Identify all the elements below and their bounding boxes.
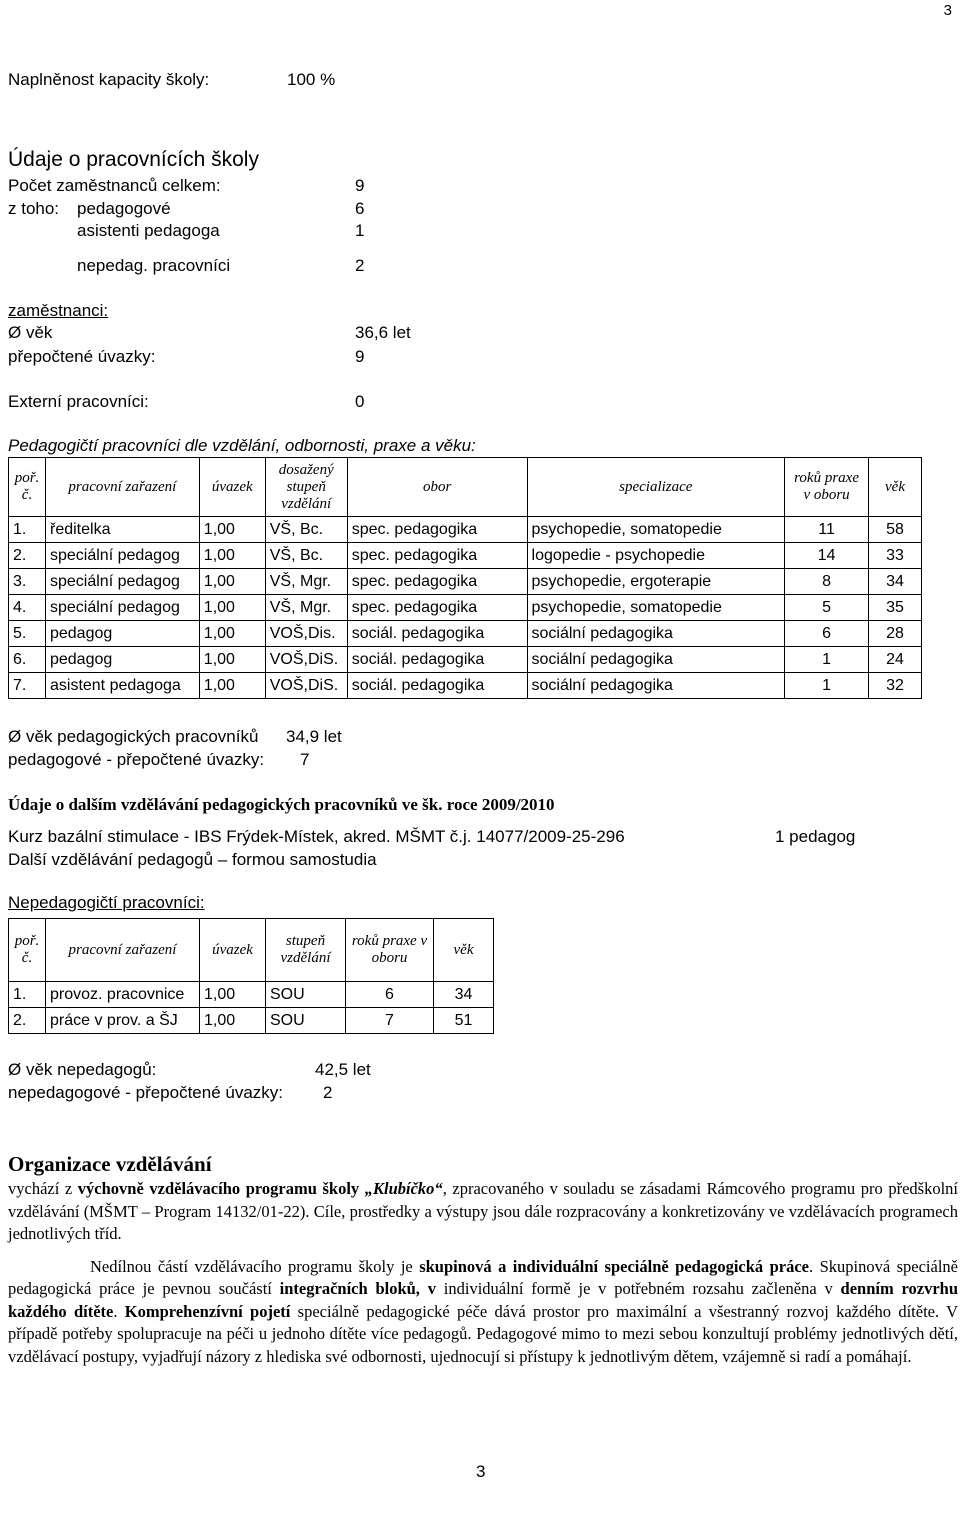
cell-position: speciální pedagog	[45, 569, 199, 595]
total-employees-label: Počet zaměstnanců celkem:	[8, 176, 221, 195]
ped-fte-label: pedagogové - přepočtené úvazky:	[8, 750, 265, 769]
cell-no: 7.	[9, 673, 46, 699]
cell-education: SOU	[266, 982, 346, 1008]
header-years: roků praxe v oboru	[346, 919, 434, 982]
cell-age: 35	[869, 595, 922, 621]
cell-age: 34	[869, 569, 922, 595]
cell-years: 14	[785, 543, 869, 569]
cell-years: 5	[785, 595, 869, 621]
organization-paragraph-2: Nedílnou částí vzdělávacího programu školy je skupinová a individuální speciálně pedagogická práce. Skupinová speciálně pedagogická práce je pevnou součástí integračních bloků, v individuální formě je v potřebném rozsahu začleněna v denním rozvrhu každého dítěte. Komprehenzívní pojetí speciálně pedagogické péče dává prostor pro maximální a všestranný rozvoj každého dítěte. V případě potřeby spolupracuje na péči u jednoho dítěte více pedagogů. Pedagogové mimo to mezi sebou konzultují problémy jednotlivých dětí, vzdělávací postupy, vyjadřují názory z hlediska své odbornosti, ujednocují si přístupy k jednotlivým dětem, vzájemně si radí a pomáhají.	[8, 1256, 959, 1366]
cell-no: 6.	[9, 647, 46, 673]
cell-education: VOŠ,DiS.	[265, 647, 347, 673]
cell-years: 6	[785, 621, 869, 647]
nonped-fte-value: 2	[323, 1083, 333, 1102]
cell-age: 51	[434, 1008, 494, 1034]
cell-no: 2.	[9, 1008, 46, 1034]
table-row	[9, 517, 922, 543]
cell-years: 7	[346, 1008, 434, 1034]
further-edu-title: Údaje o dalším vzdělávání pedagogických pracovníků ve šk. roce 2009/2010	[8, 795, 555, 814]
cell-years: 1	[785, 673, 869, 699]
cell-no: 2.	[9, 543, 46, 569]
cell-years: 8	[785, 569, 869, 595]
cell-load: 1,00	[199, 647, 265, 673]
cell-education: SOU	[266, 1008, 346, 1034]
cell-load: 1,00	[199, 543, 265, 569]
ped-table-caption: Pedagogičtí pracovníci dle vzdělání, odbornosti, praxe a věku:	[8, 436, 476, 455]
organization-paragraph-1: vychází z výchovně vzdělávacího programu školy „Klubíčko“, zpracovaného v souladu se zásadami Rámcového programu pro předškolní vzdělávání (MŠMT – Program 14132/01-22). Cíle, prostředky a výstupy jsou dále rozpracovány a konkretizovány ve vzdělávacích programech jednotlivých tříd.	[8, 1179, 958, 1243]
cell-load: 1,00	[199, 673, 265, 699]
employees-label: zaměstnanci:	[8, 301, 109, 320]
header-load: úvazek	[199, 458, 265, 517]
header-education: stupeň vzdělání	[266, 919, 346, 982]
pedagogical-staff-table	[8, 457, 922, 699]
table-row	[9, 982, 494, 1008]
cell-field: spec. pedagogika	[347, 569, 527, 595]
cell-specialization: sociální pedagogika	[527, 673, 785, 699]
external-value: 0	[355, 392, 365, 411]
header-age: věk	[434, 919, 494, 982]
cell-field: sociál. pedagogika	[347, 673, 527, 699]
cell-no: 4.	[9, 595, 46, 621]
header-position: pracovní zařazení	[45, 458, 199, 517]
staff-section-title: Údaje o pracovnících školy	[8, 148, 259, 171]
header-no: poř. č.	[9, 458, 46, 517]
header-years: roků praxe v oboru	[785, 458, 869, 517]
nonpedagogical-value: 2	[355, 256, 365, 275]
cell-specialization: logopedie - psychopedie	[527, 543, 785, 569]
cell-no: 3.	[9, 569, 46, 595]
fte-label: přepočtené úvazky:	[8, 347, 156, 366]
cell-specialization: sociální pedagogika	[527, 647, 785, 673]
table-row	[9, 1008, 494, 1034]
nonped-table-caption: Nepedagogičtí pracovníci:	[8, 893, 205, 912]
nonpedagogical-label: nepedag. pracovníci	[77, 256, 231, 275]
ped-avg-age-label: Ø věk pedagogických pracovníků	[8, 727, 259, 746]
cell-specialization: psychopedie, somatopedie	[527, 517, 785, 543]
fte-value: 9	[355, 347, 365, 366]
cell-field: spec. pedagogika	[347, 517, 527, 543]
cell-specialization: psychopedie, ergoterapie	[527, 569, 785, 595]
organization-title: Organizace vzdělávání	[8, 1152, 212, 1176]
cell-specialization: sociální pedagogika	[527, 621, 785, 647]
header-specialization: specializace	[527, 458, 785, 517]
capacity-label: Naplněnost kapacity školy:	[8, 70, 210, 89]
external-label: Externí pracovníci:	[8, 392, 149, 411]
cell-years: 11	[785, 517, 869, 543]
cell-field: sociál. pedagogika	[347, 647, 527, 673]
cell-education: VŠ, Bc.	[265, 543, 347, 569]
header-field: obor	[347, 458, 527, 517]
header-load: úvazek	[200, 919, 266, 982]
table-row	[9, 673, 922, 699]
page-number-bottom: 3	[476, 1462, 486, 1481]
pedagogical-value: 6	[355, 199, 365, 218]
cell-position: ředitelka	[45, 517, 199, 543]
header-position: pracovní zařazení	[46, 919, 200, 982]
cell-years: 1	[785, 647, 869, 673]
cell-age: 33	[869, 543, 922, 569]
course-text: Kurz bazální stimulace - IBS Frýdek-Místek, akred. MŠMT č.j. 14077/2009-25-296	[8, 827, 625, 846]
header-no: poř. č.	[9, 919, 46, 982]
header-age: věk	[869, 458, 922, 517]
cell-position: pedagog	[45, 621, 199, 647]
cell-education: VŠ, Mgr.	[265, 595, 347, 621]
table-row	[9, 543, 922, 569]
avg-age-label: Ø věk	[8, 323, 53, 342]
self-study-text: Další vzdělávání pedagogů – formou samostudia	[8, 850, 377, 869]
cell-education: VŠ, Mgr.	[265, 569, 347, 595]
cell-field: spec. pedagogika	[347, 543, 527, 569]
cell-position: speciální pedagog	[45, 595, 199, 621]
cell-load: 1,00	[199, 569, 265, 595]
table-row	[9, 621, 922, 647]
cell-position: provoz. pracovnice	[46, 982, 200, 1008]
table-row	[9, 569, 922, 595]
avg-age-value: 36,6 let	[355, 323, 411, 342]
cell-field: spec. pedagogika	[347, 595, 527, 621]
cell-no: 1.	[9, 517, 46, 543]
organization-body	[8, 1178, 958, 1368]
cell-no: 1.	[9, 982, 46, 1008]
table-header-row	[9, 458, 922, 517]
cell-load: 1,00	[199, 621, 265, 647]
nonped-avg-age-value: 42,5 let	[315, 1060, 371, 1079]
cell-position: asistent pedagoga	[45, 673, 199, 699]
table-row	[9, 595, 922, 621]
cell-field: sociál. pedagogika	[347, 621, 527, 647]
cell-load: 1,00	[200, 1008, 266, 1034]
of-which-label: z toho:	[8, 199, 60, 218]
cell-age: 28	[869, 621, 922, 647]
assistants-label: asistenti pedagoga	[77, 221, 220, 240]
nonped-avg-age-label: Ø věk nepedagogů:	[8, 1060, 157, 1079]
nonpedagogical-staff-table	[8, 918, 494, 1034]
cell-age: 58	[869, 517, 922, 543]
cell-load: 1,00	[200, 982, 266, 1008]
page-number-top: 3	[943, 2, 952, 19]
pedagogical-label: pedagogové	[77, 199, 171, 218]
nonped-fte-label: nepedagogové - přepočtené úvazky:	[8, 1083, 284, 1102]
cell-specialization: psychopedie, somatopedie	[527, 595, 785, 621]
cell-age: 32	[869, 673, 922, 699]
capacity-value: 100 %	[287, 70, 336, 89]
cell-years: 6	[346, 982, 434, 1008]
assistants-value: 1	[355, 221, 365, 240]
cell-load: 1,00	[199, 517, 265, 543]
course-count: 1 pedagog	[775, 827, 856, 846]
cell-education: VŠ, Bc.	[265, 517, 347, 543]
cell-position: speciální pedagog	[45, 543, 199, 569]
ped-fte-value: 7	[300, 750, 310, 769]
cell-age: 24	[869, 647, 922, 673]
cell-no: 5.	[9, 621, 46, 647]
cell-age: 34	[434, 982, 494, 1008]
ped-avg-age-value: 34,9 let	[286, 727, 342, 746]
cell-education: VOŠ,Dis.	[265, 621, 347, 647]
cell-position: pedagog	[45, 647, 199, 673]
cell-position: práce v prov. a ŠJ	[46, 1008, 200, 1034]
table-header-row	[9, 919, 494, 982]
total-employees-value: 9	[355, 176, 365, 195]
cell-education: VOŠ,DiS.	[265, 673, 347, 699]
cell-load: 1,00	[199, 595, 265, 621]
header-education: dosažený stupeň vzdělání	[265, 458, 347, 517]
table-row	[9, 647, 922, 673]
